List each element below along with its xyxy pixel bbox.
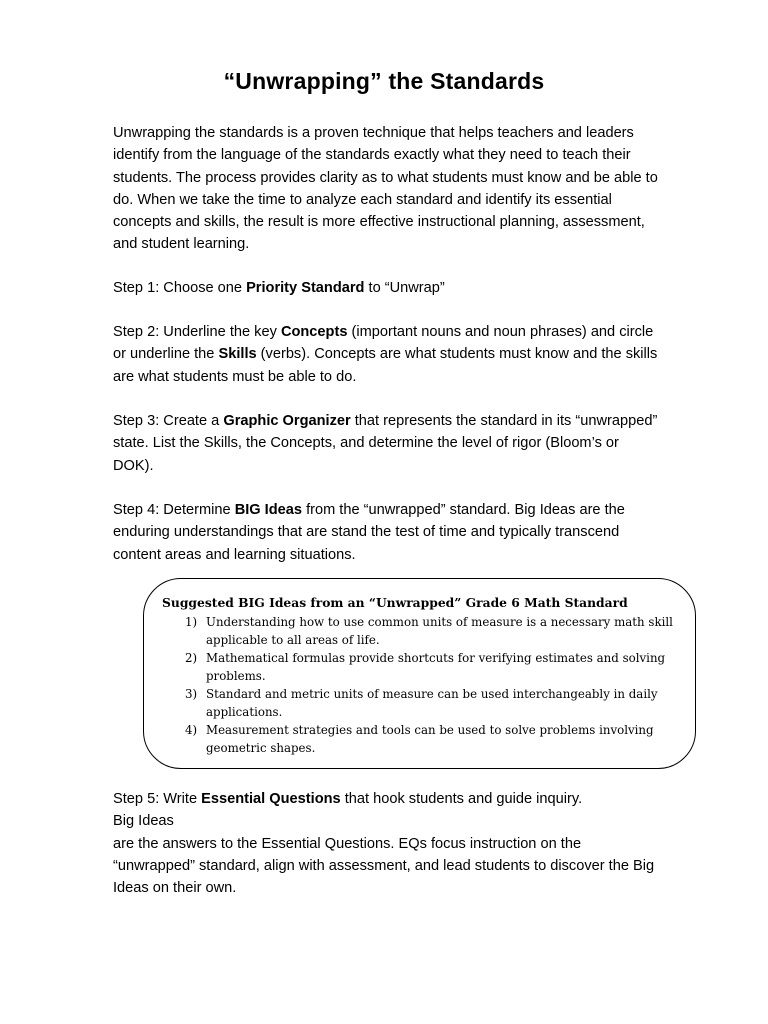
graphic-organizer-term: Graphic Organizer <box>223 413 351 429</box>
list-item <box>180 613 680 649</box>
big-ideas-list <box>180 613 680 757</box>
list-item-number: 2) <box>185 651 198 665</box>
step-2-text-end: (verbs). Concepts are what students must know and the skills are what students must be able to do. <box>113 346 658 385</box>
list-item-text: Mathematical formulas provide shortcuts for verifying estimates and solving problems. <box>206 651 666 683</box>
step-4-text: Step 4: Determine <box>113 502 235 518</box>
list-item-text: Measurement strategies and tools can be used to solve problems involving geometric shapes. <box>206 723 654 755</box>
step-2-text-mid: (important nouns and noun phrases) and circle or underline the <box>113 324 654 363</box>
step-5-text-mid: that hook students and guide inquiry. <box>340 791 583 807</box>
step-5-text: Step 5: Write <box>113 791 202 807</box>
step-3-paragraph <box>113 410 658 477</box>
step-1-paragraph <box>113 277 658 299</box>
step-2-paragraph <box>113 321 658 388</box>
step-4-paragraph <box>113 499 658 566</box>
list-item-text: Standard and metric units of measure can be used interchangeably in daily applications. <box>206 687 658 719</box>
essential-questions-term: Essential Questions <box>201 791 341 807</box>
step-3-text: Step 3: Create a <box>113 413 224 429</box>
step-4-text-end: from the “unwrapped” standard. Big Ideas are the enduring understandings that are stand the test of time and typically transcend content areas and learning situations. <box>113 502 625 563</box>
step-5-paragraph <box>113 788 658 899</box>
big-ideas-box-title: Suggested BIG Ideas from an “Unwrapped” Grade 6 Math Standard <box>162 595 628 610</box>
big-ideas-term: BIG Ideas <box>234 502 303 518</box>
priority-standard-term: Priority Standard <box>246 280 365 296</box>
intro-paragraph: Unwrapping the standards is a proven technique that helps teachers and leaders identify from the language of the standards exactly what they need to teach their students. The process provides clarity as to what students must know and be able to do. When we take the time to analyze each standard and identify its essential concepts and skills, the result is more effective instructional planning, assessment, and student learning. <box>113 125 658 253</box>
step-5-big-ideas-line: Big Ideas <box>113 813 174 830</box>
step-3-text-end: that represents the standard in its “unwrapped” state. List the Skills, the Concepts, and determine the level of rigor (Bloom’s or DOK). <box>113 413 658 474</box>
list-item-text: Understanding how to use common units of measure is a necessary math skill applicable to all areas of life. <box>206 615 673 647</box>
list-item-number: 1) <box>185 615 198 629</box>
page-title: “Unwrapping” the Standards <box>223 68 545 94</box>
skills-term: Skills <box>218 346 257 363</box>
list-item <box>180 649 680 685</box>
big-ideas-box <box>143 578 696 769</box>
step-5-text-end: are the answers to the Essential Questions. EQs focus instruction on the “unwrapped” standard, align with assessment, and lead students to discover the Big Ideas on their own. <box>113 835 655 897</box>
list-item <box>180 721 680 757</box>
step-2-text: Step 2: Underline the key <box>113 324 281 340</box>
concepts-term: Concepts <box>280 324 348 340</box>
list-item-number: 3) <box>185 687 198 701</box>
step-1-text: Step 1: Choose one <box>113 280 247 296</box>
list-item-number: 4) <box>185 723 198 737</box>
step-1-text-end: to “Unwrap” <box>364 280 445 296</box>
list-item <box>180 685 680 721</box>
